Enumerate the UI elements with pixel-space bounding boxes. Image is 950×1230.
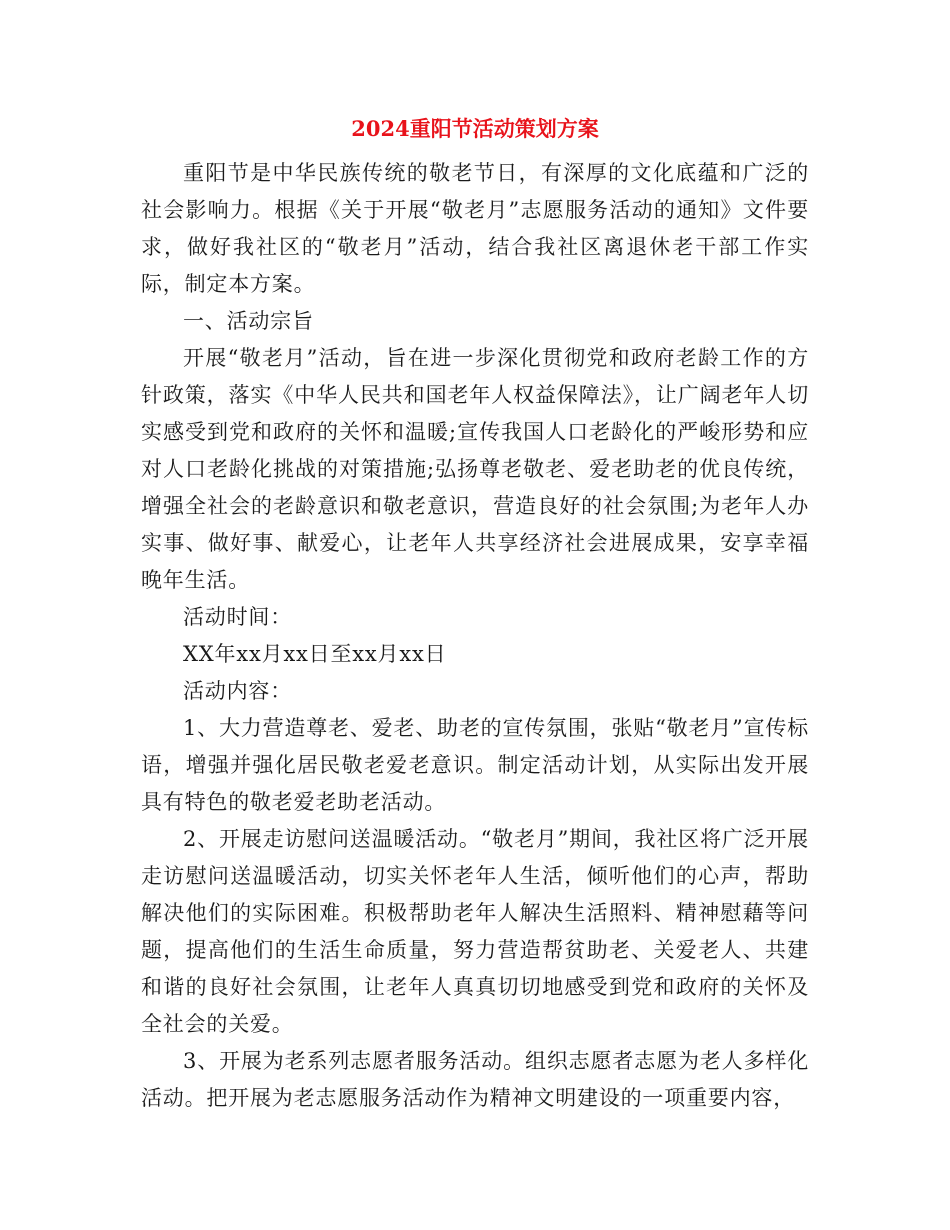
content-item-3: 3、开展为老系列志愿者服务活动。组织志愿者志愿为老人多样化活动。把开展为老志愿服务活动作为精神文明建设的一项重要内容， [141,1049,809,1110]
activity-content-label: 活动内容： [183,679,292,703]
paragraph-intro: 重阳节是中华民族传统的敬老节日，有深厚的文化底蕴和广泛的社会影响力。根据《关于开展“敬老月”志愿服务活动的通知》文件要求，做好我社区的“敬老月”活动，结合我社区离退休老干部工作实际，制定本方案。 [141,161,809,296]
paragraph-purpose: 开展“敬老月”活动，旨在进一步深化贯彻党和政府老龄工作的方针政策，落实《中华人民共和国老年人权益保障法》，让广阔老年人切实感受到党和政府的关怀和温暖;宣传我国人口老龄化的严峻形势和应对人口老龄化挑战的对策措施;弘扬尊老敬老、爱老助老的优良传统，增强全社会的老龄意识和敬老意识，营造良好的社会氛围;为老年人办实事、做好事、献爱心，让老年人共享经济社会进展成果，安享幸福晚年生活。 [141,346,809,592]
document-title: 2024重阳节活动策划方案 [351,116,599,141]
section-heading-purpose: 一、活动宗旨 [183,309,314,333]
activity-time-value: XX年xx月xx日至xx月xx日 [183,642,447,666]
content-item-2: 2、开展走访慰问送温暖活动。“敬老月”期间，我社区将广泛开展走访慰问送温暖活动，切实关怀老年人生活，倾听他们的心声，帮助解决他们的实际困难。积极帮助老年人解决生活照料、精神慰藉等问题，提高他们的生活生命质量，努力营造帮贫助老、关爱老人、共建和谐的良好社会氛围，让老年人真真切切地感受到党和政府的关怀及全社会的关爱。 [141,827,809,1036]
content-item-1: 1、大力营造尊老、爱老、助老的宣传氛围，张贴“敬老月”宣传标语，增强并强化居民敬老爱老意识。制定活动计划，从实际出发开展具有特色的敬老爱老助老活动。 [141,716,809,814]
activity-time-label: 活动时间： [183,605,292,629]
document-body [141,155,809,1117]
